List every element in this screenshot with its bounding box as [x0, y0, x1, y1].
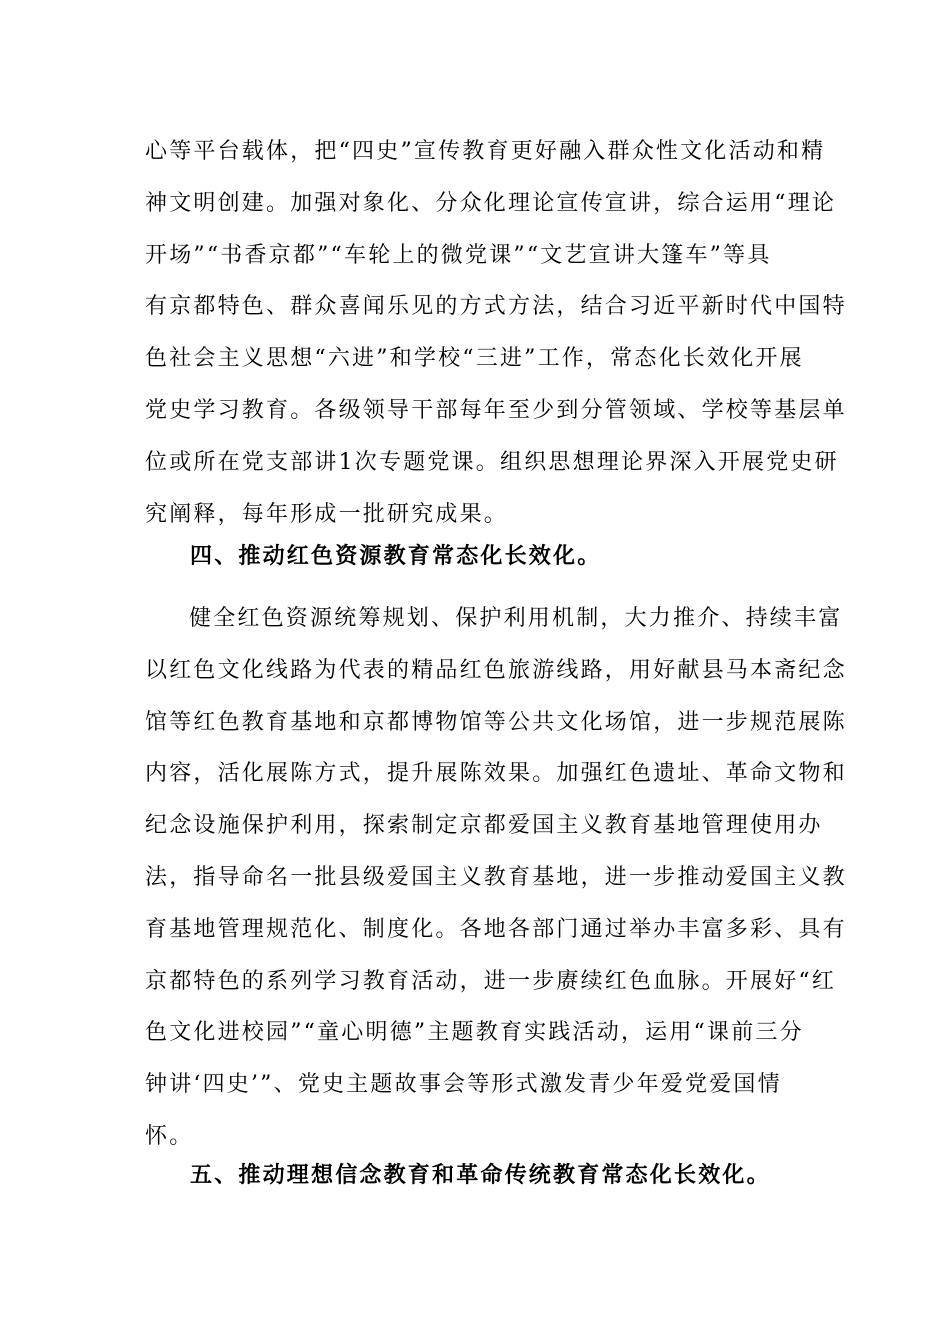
paragraph-line: 内容，活化展陈方式，提升展陈效果。加强红色遗址、革命文物和: [145, 761, 847, 787]
section-heading-4: 四、推动红色资源教育常态化长效化。: [190, 544, 602, 569]
paragraph-line: 纪念设施保护利用，探索制定京都爱国主义教育基地管理使用办: [145, 813, 823, 839]
paragraph-line: 钟讲‘四史’”、党史主题故事会等形式激发青少年爱党爱国情: [145, 1072, 782, 1098]
paragraph-line: 怀。: [145, 1123, 194, 1149]
paragraph-line: 法，指导命名一批县级爱国主义教育基地，进一步推动爱国主义教: [145, 864, 847, 890]
body-paragraph-2: [145, 593, 847, 1163]
paragraph-line: 开场”“书香京都”“车轮上的微党课”“文艺宣讲大篷车”等具: [145, 242, 772, 268]
paragraph-line: 党史学习教育。各级领导干部每年至少到分管领域、学校等基层单: [145, 397, 847, 423]
paragraph-line: 有京都特色、群众喜闻乐见的方式方法，结合习近平新时代中国特: [145, 294, 847, 320]
paragraph-line: 育基地管理规范化、制度化。各地各部门通过举办丰富多彩、具有: [145, 916, 847, 942]
body-paragraph-1: [145, 126, 847, 540]
paragraph-line: 色社会主义思想“六进”和学校“三进”工作，常态化长效化开展: [145, 346, 804, 372]
paragraph-line: 究阐释，每年形成一批研究成果。: [145, 501, 509, 527]
paragraph-line: 心等平台载体，把“四史”宣传教育更好融入群众性文化活动和精: [145, 139, 826, 164]
paragraph-line: 位或所在党支部讲1次专题党课。组织思想理论界深入开展党史研: [145, 449, 839, 475]
paragraph-line: 健全红色资源统筹规划、保护利用机制，大力推介、持续丰富: [189, 606, 843, 631]
section-heading-5: 五、推动理想信念教育和革命传统教育常态化长效化。: [190, 1163, 771, 1188]
paragraph-line: 京都特色的系列学习教育活动，进一步赓续红色血脉。开展好“红: [145, 968, 837, 994]
paragraph-line: 以红色文化线路为代表的精品红色旅游线路，用好献县马本斋纪念: [145, 657, 847, 683]
paragraph-line: 神文明创建。加强对象化、分众化理论宣传宣讲，综合运用“理论: [145, 190, 837, 216]
paragraph-line: 色文化进校园”“童心明德”主题教育实践活动，运用“课前三分: [145, 1020, 804, 1046]
paragraph-line: 馆等红色教育基地和京都博物馆等公共文化场馆，进一步规范展陈: [145, 709, 847, 735]
